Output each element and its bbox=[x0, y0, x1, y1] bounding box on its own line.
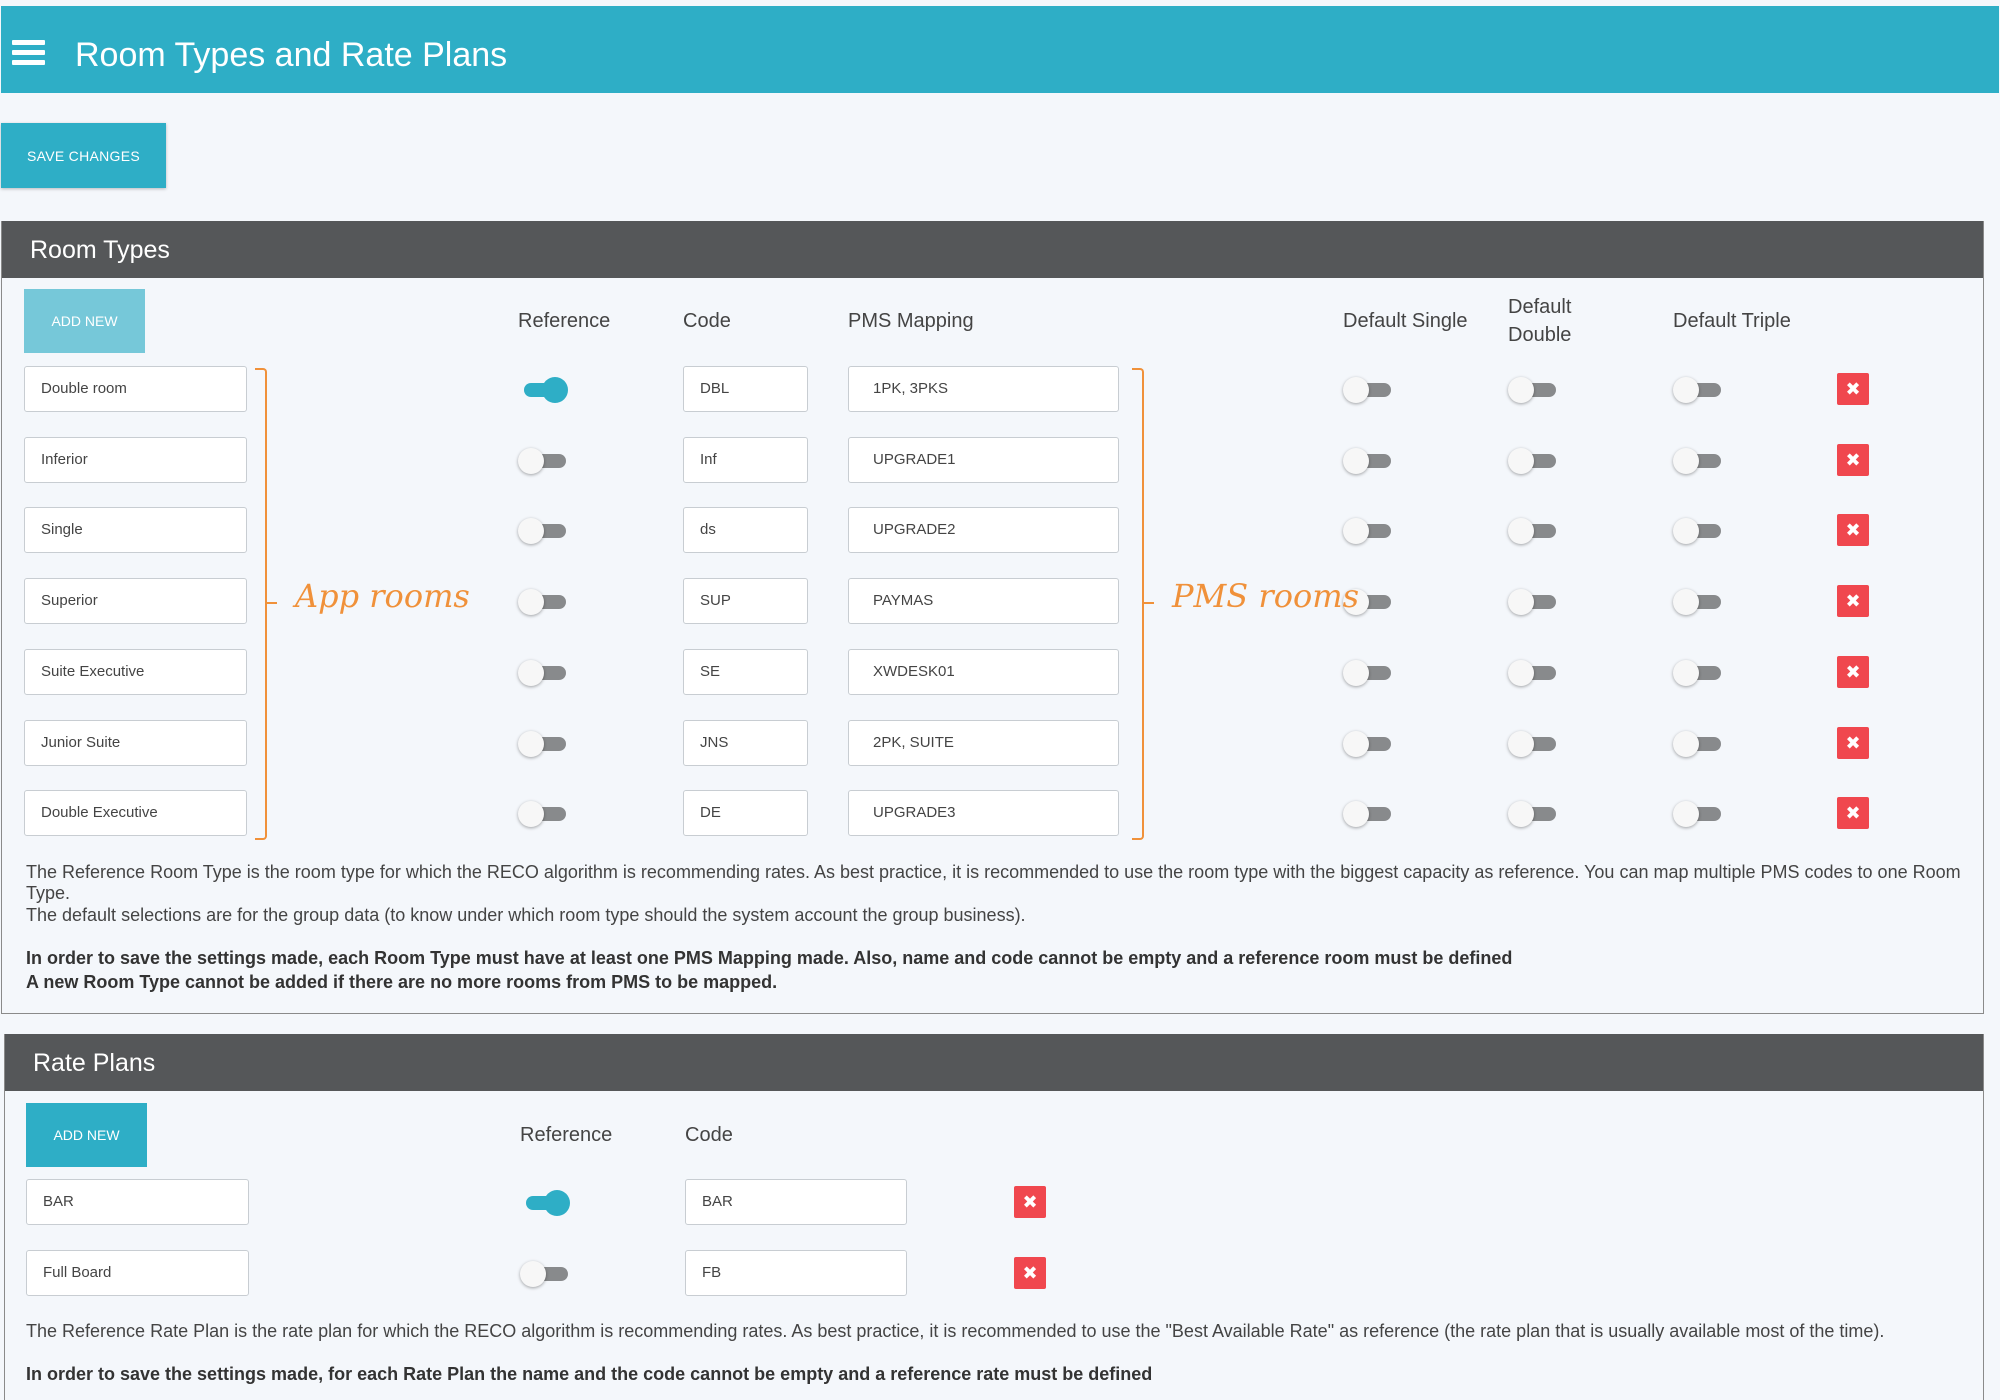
room-types-header bbox=[2, 221, 1983, 278]
rate-plans-note-reference: The Reference Rate Plan is the rate plan for which the RECO algorithm is recommending rates. As best practice, it is recommended to use the "Best Available Rate" as reference (the rate plan that is usually available most of the time). bbox=[26, 1321, 1885, 1341]
col-default-double-line2: Double bbox=[1508, 324, 1572, 346]
room-name-input[interactable]: Junior Suite bbox=[24, 720, 247, 766]
reference-toggle[interactable] bbox=[518, 729, 568, 757]
toggle-knob bbox=[518, 448, 544, 474]
page-title: Room Types and Rate Plans bbox=[75, 36, 508, 74]
room-types-panel bbox=[1, 221, 1984, 1014]
reference-toggle[interactable] bbox=[518, 658, 568, 686]
col-code: Code bbox=[683, 310, 731, 332]
pms-rooms-bracket bbox=[1132, 368, 1144, 840]
default-double-toggle[interactable] bbox=[1508, 729, 1558, 757]
col-rate-reference: Reference bbox=[520, 1124, 613, 1146]
toggle-knob bbox=[1673, 660, 1699, 686]
rate-name-input[interactable]: Full Board bbox=[26, 1250, 249, 1296]
delete-room-button[interactable]: ✖ bbox=[1837, 444, 1869, 476]
rate-code-input[interactable]: BAR bbox=[685, 1179, 907, 1225]
default-triple-toggle[interactable] bbox=[1673, 446, 1723, 474]
default-double-toggle[interactable] bbox=[1508, 587, 1558, 615]
default-single-toggle[interactable] bbox=[1343, 375, 1393, 403]
default-triple-toggle[interactable] bbox=[1673, 375, 1723, 403]
pms-rooms-bracket-tick bbox=[1144, 602, 1154, 604]
toggle-knob bbox=[1343, 731, 1369, 757]
rate-plans-panel bbox=[4, 1034, 1984, 1400]
col-pms-mapping: PMS Mapping bbox=[848, 310, 974, 332]
toggle-knob bbox=[518, 801, 544, 827]
default-single-toggle[interactable] bbox=[1343, 658, 1393, 686]
rate-plans-header bbox=[5, 1034, 1983, 1091]
room-types-note-default: The default selections are for the group data (to know under which room type should the system account the group business). bbox=[26, 905, 1026, 925]
toggle-knob bbox=[518, 731, 544, 757]
pms-mapping-input[interactable]: XWDESK01 bbox=[848, 649, 1119, 695]
default-triple-toggle[interactable] bbox=[1673, 799, 1723, 827]
room-name-input[interactable]: Double room bbox=[24, 366, 247, 412]
delete-room-button[interactable]: ✖ bbox=[1837, 585, 1869, 617]
rate-code-input[interactable]: FB bbox=[685, 1250, 907, 1296]
col-rate-code: Code bbox=[685, 1124, 733, 1146]
toggle-knob bbox=[1673, 377, 1699, 403]
toggle-knob bbox=[1673, 448, 1699, 474]
default-single-toggle[interactable] bbox=[1343, 729, 1393, 757]
app-rooms-bracket-tick bbox=[267, 602, 277, 604]
toggle-knob bbox=[518, 589, 544, 615]
room-name-input[interactable]: Inferior bbox=[24, 437, 247, 483]
default-single-toggle[interactable] bbox=[1343, 516, 1393, 544]
rate-reference-toggle[interactable] bbox=[520, 1188, 570, 1216]
room-name-input[interactable]: Single bbox=[24, 507, 247, 553]
room-code-input[interactable]: ds bbox=[683, 507, 808, 553]
rate-name-input[interactable]: BAR bbox=[26, 1179, 249, 1225]
rate-plans-note-save: In order to save the settings made, for each Rate Plan the name and the code cannot be empty and a reference rate must be defined bbox=[26, 1364, 1153, 1384]
toggle-knob bbox=[544, 1190, 570, 1216]
pms-mapping-input[interactable]: PAYMAS bbox=[848, 578, 1119, 624]
top-bar bbox=[1, 6, 1999, 93]
reference-toggle[interactable] bbox=[518, 799, 568, 827]
toggle-knob bbox=[542, 377, 568, 403]
pms-mapping-input[interactable]: 1PK, 3PKS bbox=[848, 366, 1119, 412]
col-default-double-line1: Default bbox=[1508, 296, 1572, 318]
rate-plans-title: Rate Plans bbox=[33, 1049, 156, 1077]
default-double-toggle[interactable] bbox=[1508, 658, 1558, 686]
room-code-input[interactable]: DE bbox=[683, 790, 808, 836]
room-code-input[interactable]: DBL bbox=[683, 366, 808, 412]
toggle-knob bbox=[1673, 518, 1699, 544]
default-double-toggle[interactable] bbox=[1508, 375, 1558, 403]
default-triple-toggle[interactable] bbox=[1673, 587, 1723, 615]
pms-mapping-input[interactable]: UPGRADE3 bbox=[848, 790, 1119, 836]
room-code-input[interactable]: SUP bbox=[683, 578, 808, 624]
default-double-toggle[interactable] bbox=[1508, 799, 1558, 827]
toggle-knob bbox=[518, 518, 544, 544]
room-code-input[interactable]: JNS bbox=[683, 720, 808, 766]
app-rooms-annotation: App rooms bbox=[295, 577, 470, 615]
toggle-knob bbox=[1343, 377, 1369, 403]
default-double-toggle[interactable] bbox=[1508, 446, 1558, 474]
toggle-knob bbox=[1673, 731, 1699, 757]
room-types-note-add: A new Room Type cannot be added if there are no more rooms from PMS to be mapped. bbox=[26, 972, 778, 992]
col-default-double bbox=[1508, 293, 1571, 349]
reference-toggle[interactable] bbox=[518, 375, 568, 403]
app-rooms-bracket bbox=[255, 368, 267, 840]
pms-mapping-input[interactable]: UPGRADE2 bbox=[848, 507, 1119, 553]
room-types-note-save: In order to save the settings made, each Room Type must have at least one PMS Mapping made. Also, name and code cannot be empty and a reference room must be defined bbox=[26, 948, 1513, 968]
reference-toggle[interactable] bbox=[518, 516, 568, 544]
room-code-input[interactable]: Inf bbox=[683, 437, 808, 483]
reference-toggle[interactable] bbox=[518, 446, 568, 474]
rate-reference-toggle[interactable] bbox=[520, 1259, 570, 1287]
toggle-knob bbox=[1508, 448, 1534, 474]
save-changes-button[interactable]: SAVE CHANGES bbox=[1, 123, 166, 188]
pms-mapping-input[interactable]: 2PK, SUITE bbox=[848, 720, 1119, 766]
col-default-triple: Default Triple bbox=[1673, 310, 1791, 332]
add-room-type-button[interactable]: ADD NEW bbox=[24, 289, 145, 353]
default-triple-toggle[interactable] bbox=[1673, 729, 1723, 757]
toggle-knob bbox=[520, 1261, 546, 1287]
default-single-toggle[interactable] bbox=[1343, 799, 1393, 827]
toggle-knob bbox=[1343, 518, 1369, 544]
toggle-knob bbox=[1508, 660, 1534, 686]
reference-toggle[interactable] bbox=[518, 587, 568, 615]
delete-room-button[interactable]: ✖ bbox=[1837, 514, 1869, 546]
room-code-input[interactable]: SE bbox=[683, 649, 808, 695]
default-single-toggle[interactable] bbox=[1343, 446, 1393, 474]
room-types-title: Room Types bbox=[30, 236, 170, 264]
toggle-knob bbox=[1508, 801, 1534, 827]
room-name-input[interactable]: Superior bbox=[24, 578, 247, 624]
toggle-knob bbox=[1343, 448, 1369, 474]
pms-rooms-annotation: PMS rooms bbox=[1172, 577, 1359, 615]
col-default-single: Default Single bbox=[1343, 310, 1468, 332]
delete-rate-button[interactable]: ✖ bbox=[1014, 1257, 1046, 1289]
toggle-knob bbox=[1508, 731, 1534, 757]
delete-room-button[interactable]: ✖ bbox=[1837, 727, 1869, 759]
add-rate-plan-button[interactable]: ADD NEW bbox=[26, 1103, 147, 1167]
toggle-knob bbox=[518, 660, 544, 686]
toggle-knob bbox=[1508, 518, 1534, 544]
toggle-knob bbox=[1508, 589, 1534, 615]
default-triple-toggle[interactable] bbox=[1673, 658, 1723, 686]
toggle-knob bbox=[1673, 801, 1699, 827]
default-double-toggle[interactable] bbox=[1508, 516, 1558, 544]
delete-room-button[interactable]: ✖ bbox=[1837, 656, 1869, 688]
delete-room-button[interactable]: ✖ bbox=[1837, 797, 1869, 829]
toggle-knob bbox=[1343, 801, 1369, 827]
room-name-input[interactable]: Double Executive bbox=[24, 790, 247, 836]
default-triple-toggle[interactable] bbox=[1673, 516, 1723, 544]
hamburger-menu-icon[interactable] bbox=[12, 40, 45, 66]
col-reference: Reference bbox=[518, 310, 611, 332]
toggle-knob bbox=[1343, 660, 1369, 686]
delete-rate-button[interactable]: ✖ bbox=[1014, 1186, 1046, 1218]
room-types-note-reference: The Reference Room Type is the room type for which the RECO algorithm is recommending rates. As best practice, it is recommended to use the room type with the biggest capacity as reference. You can map multiple PMS codes to one Room Type. bbox=[26, 862, 1961, 903]
pms-mapping-input[interactable]: UPGRADE1 bbox=[848, 437, 1119, 483]
room-name-input[interactable]: Suite Executive bbox=[24, 649, 247, 695]
toggle-knob bbox=[1673, 589, 1699, 615]
toggle-knob bbox=[1508, 377, 1534, 403]
delete-room-button[interactable]: ✖ bbox=[1837, 373, 1869, 405]
